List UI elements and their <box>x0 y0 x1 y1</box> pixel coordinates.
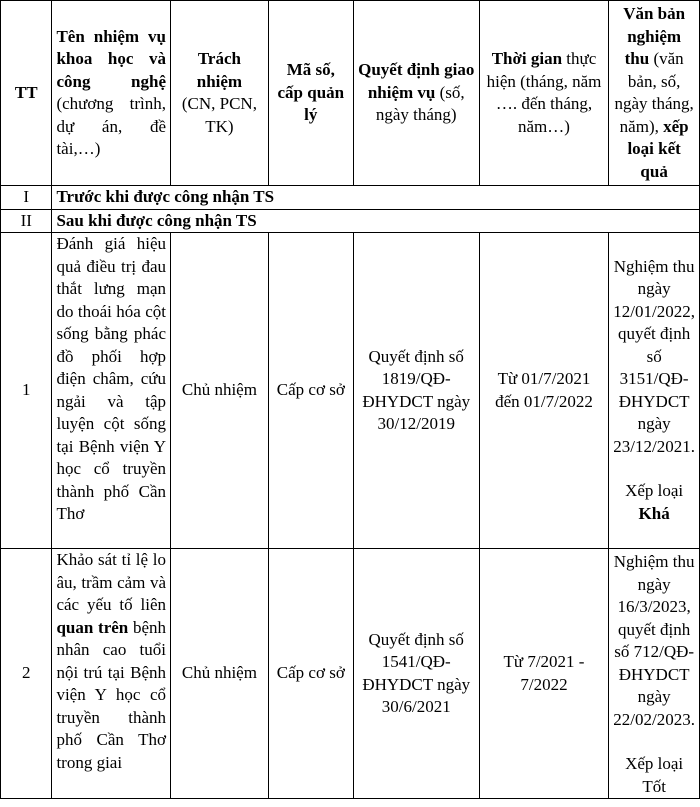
row-period: Từ 01/7/2021 đến 01/7/2022 <box>479 233 609 549</box>
header-task-name-note: (chương trình, dự án, đề tài,…) <box>56 94 167 158</box>
header-acceptance-note: (văn bản, số, ngày tháng, năm), <box>614 49 694 136</box>
row-decision: Quyết định số 1541/QĐ-ĐHYDCT ngày 30/6/2021 <box>353 549 479 799</box>
row-acceptance <box>609 549 700 799</box>
header-decision-bold: Quyết định giao nhiệm vụ <box>358 60 475 102</box>
section-label: Trước khi được công nhận TS <box>52 186 700 210</box>
row-title-part-a: Khảo sát tỉ lệ lo âu, trầm cảm và các yếu tố liên <box>56 550 167 614</box>
header-task-name-bold: Tên nhiệm vụ khoa học và công nghệ <box>56 26 167 91</box>
row-tt: 2 <box>1 549 52 799</box>
row-rating: Tốt <box>642 776 666 796</box>
header-code-level <box>268 1 353 186</box>
header-responsibility-bold: Trách nhiệm <box>196 49 243 91</box>
row-acceptance <box>609 233 700 549</box>
row-rating: Khá <box>638 503 670 523</box>
row-rating-label: Xếp loại <box>625 481 684 501</box>
header-task-name <box>52 1 171 186</box>
row-rating-label: Xếp loại <box>625 754 684 773</box>
row-level: Cấp cơ sở <box>268 549 353 799</box>
section-num: I <box>1 186 52 210</box>
header-tt-label: TT <box>14 82 38 102</box>
header-code-level-bold: Mã số, cấp quản lý <box>277 60 345 125</box>
row-title <box>52 549 171 799</box>
header-acceptance-bold-2: xếp loại kết quả <box>627 116 689 181</box>
header-decision-note: (số, ngày tháng) <box>375 82 465 125</box>
header-period-bold: Thời gian <box>491 49 563 68</box>
table-row <box>1 233 700 549</box>
section-num: II <box>1 209 52 233</box>
section-row-after <box>1 209 700 233</box>
header-period-note: thực hiện (tháng, năm …. đến tháng, năm…) <box>486 49 602 136</box>
row-role: Chủ nhiệm <box>171 233 269 549</box>
header-acceptance-bold-1: Văn bản nghiệm thu <box>623 4 686 68</box>
section-row-before <box>1 186 700 210</box>
header-decision <box>353 1 479 186</box>
row-title-part-b: quan trên <box>56 617 129 637</box>
row-tt: 1 <box>1 233 52 549</box>
row-acceptance-text: Nghiệm thu ngày 12/01/2022, quyết định số 3151/QĐ-ĐHYDCT ngày 23/12/2021. <box>613 256 695 456</box>
header-tt <box>1 1 52 186</box>
row-decision: Quyết định số 1819/QĐ-ĐHYDCT ngày 30/12/2019 <box>353 233 479 549</box>
header-period <box>479 1 609 186</box>
header-acceptance <box>609 1 700 186</box>
row-level: Cấp cơ sở <box>268 233 353 549</box>
row-acceptance-text: Nghiệm thu ngày 16/3/2023, quyết định số 712/QĐ-ĐHYDCT ngày 22/02/2023. <box>613 552 695 729</box>
row-title-part-c: bệnh nhân cao tuổi nội trú tại Bệnh viện Y học cổ truyền thành phố Cần Thơ trong giai <box>56 617 167 772</box>
section-label: Sau khi được công nhận TS <box>52 209 700 233</box>
row-role: Chủ nhiệm <box>171 549 269 799</box>
table-row <box>1 549 700 799</box>
row-period: Từ 7/2021 - 7/2022 <box>479 549 609 799</box>
header-responsibility <box>171 1 269 186</box>
header-row <box>1 1 700 186</box>
row-title: Đánh giá hiệu quả điều trị đau thắt lưng mạn do thoái hóa cột sống bằng phác đồ phối hợp điện châm, cứu ngải và tập luyện cột sống tại Bệnh viện Y học cổ truyền thành phố Cần Thơ <box>52 233 171 549</box>
header-responsibility-note: (CN, PCN, TK) <box>181 94 257 136</box>
